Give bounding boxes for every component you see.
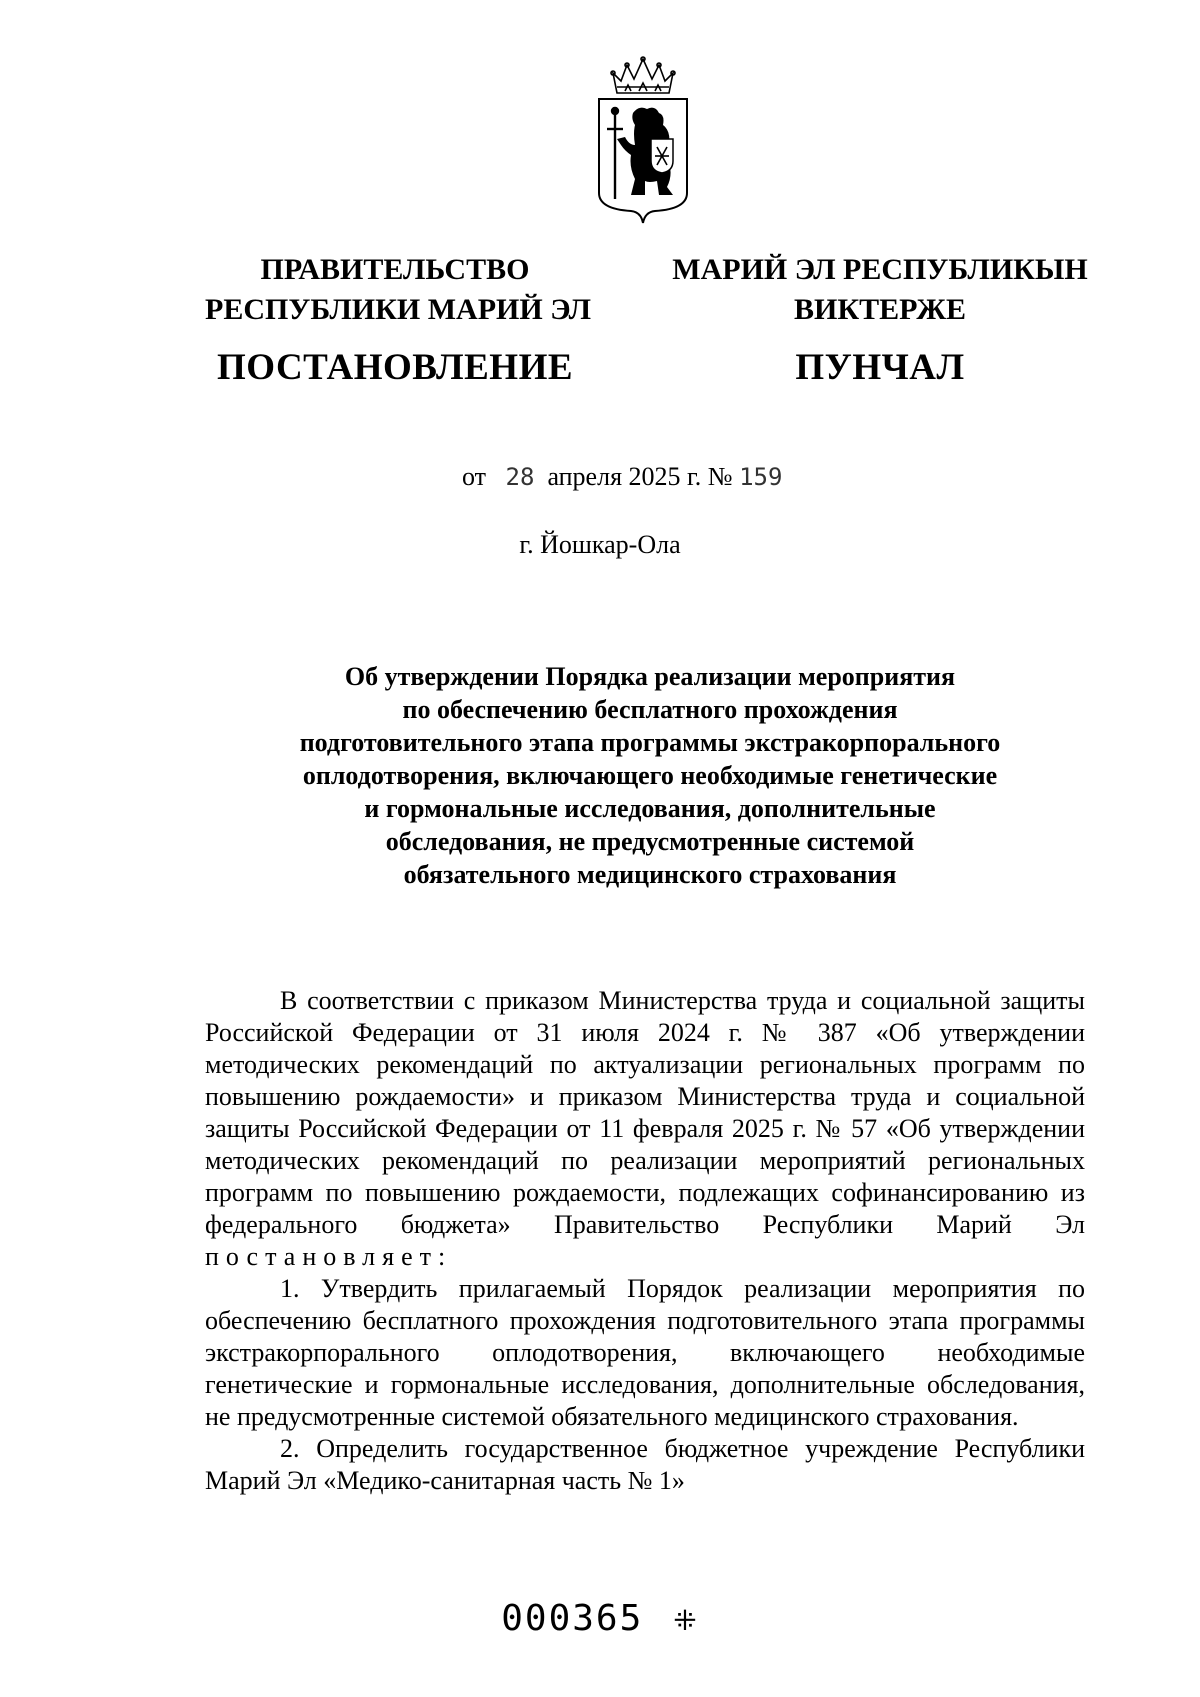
item-1-paragraph: 1. Утвердить прилагаемый Порядок реализации мероприятия по обеспечению бесплатного прохождения подготовительного этапа программы экстракорпорального оплодотворения, включающего необходимые генетические и гормональные исследования, дополнительные обследования, не предусмотренные системой обязательного медицинского страхования.: [205, 1274, 1085, 1431]
header-left-line-1: ПРАВИТЕЛЬСТВО: [260, 253, 530, 286]
document-date-line: [462, 462, 782, 492]
ornament-mark-icon: ⁜: [673, 1603, 699, 1637]
date-day: 28: [505, 463, 535, 491]
subject-line: обследования, не предусмотренные системой: [385, 827, 915, 856]
subject-line: обязательного медицинского страхования: [403, 860, 897, 889]
document-city: г. Йошкар-Ола: [519, 530, 681, 559]
header-left-line-2: РЕСПУБЛИКИ МАРИЙ ЭЛ: [205, 293, 592, 326]
preamble-paragraph: [205, 985, 1085, 1273]
header-right-line-2: ВИКТЕРЖЕ: [793, 293, 967, 326]
preamble-text: В соответствии с приказом Министерства труда и социальной защиты Российской Федерации от 31 июля 2024 г. № 387 «Об утверждении методических рекомендаций по актуализации региональных программ по повышению рождаемости» и приказом Министерства труда и социальной защиты Российской Федерации от 11 февраля 2025 г. № 57 «Об утверждении методических рекомендаций по реализации мероприятий региональных программ по повышению рождаемости, подлежащих софинансированию из федерального бюджета» Правительство Республики Марий Эл: [205, 986, 1085, 1239]
coat-of-arms-icon: [595, 55, 691, 225]
subject-line: и гормональные исследования, дополнительные: [364, 794, 936, 823]
header-right-title: ПУНЧАЛ: [795, 347, 965, 388]
serial-number: 000365: [501, 1598, 644, 1639]
subject-line: Об утверждении Порядка реализации мероприятия: [344, 662, 956, 691]
header-right-line-1: МАРИЙ ЭЛ РЕСПУБЛИКЫН: [672, 253, 1088, 286]
serial-number-block: [0, 1598, 1200, 1639]
date-rest: апреля 2025 г. №: [547, 462, 733, 491]
header-left: [205, 250, 592, 388]
document-body: [205, 985, 1085, 1497]
header-right: [660, 250, 1100, 388]
subject-line: подготовительного этапа программы экстракорпорального: [299, 728, 1001, 757]
document-subject: [200, 660, 1100, 891]
subject-line: по обеспечению бесплатного прохождения: [402, 695, 898, 724]
document-number: 159: [739, 463, 783, 491]
decree-word: постановляет:: [205, 1242, 453, 1271]
subject-line: оплодотворения, включающего необходимые генетические: [302, 761, 998, 790]
item-2-paragraph: 2. Определить государственное бюджетное учреждение Республики Марий Эл «Медико-санитарная часть № 1»: [205, 1434, 1085, 1495]
header-left-title: ПОСТАНОВЛЕНИЕ: [216, 347, 574, 388]
date-prefix: от: [462, 462, 487, 491]
